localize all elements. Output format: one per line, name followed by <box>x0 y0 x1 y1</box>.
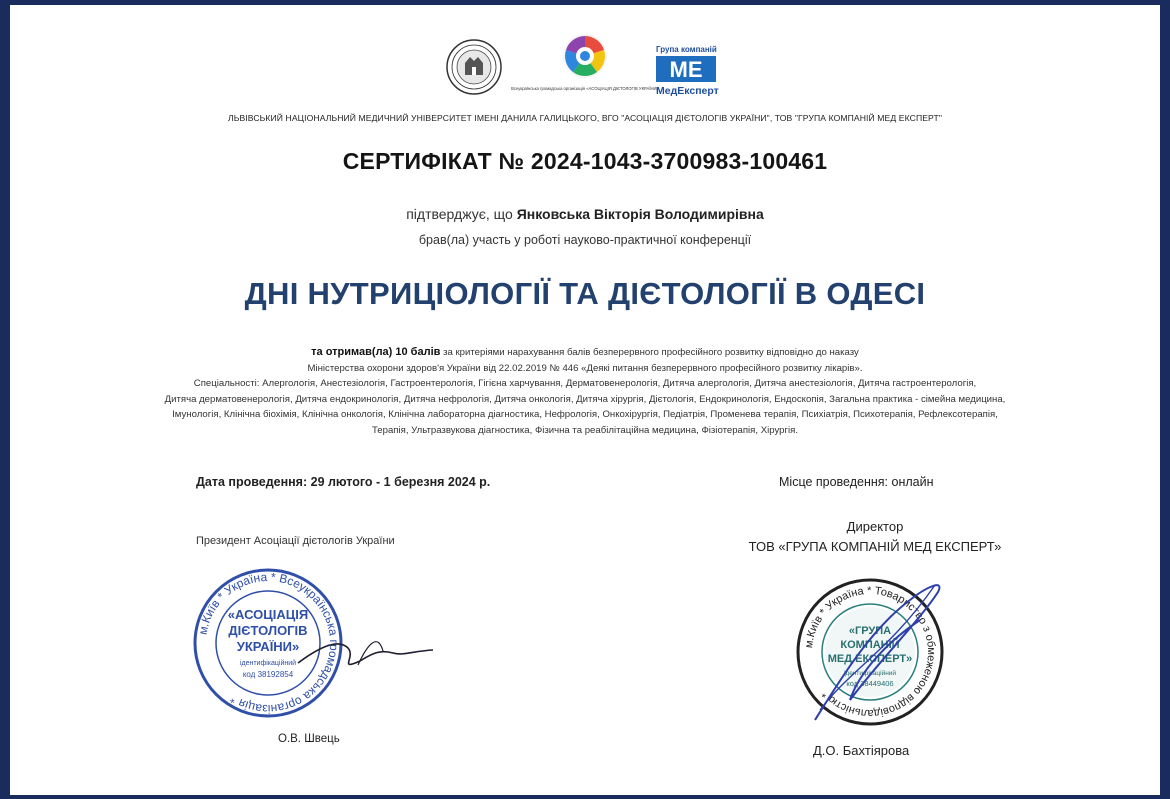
director-stamp-code: код 38449406 <box>846 679 894 688</box>
director-stamp-line2: КОМПАНІЙ <box>840 639 900 651</box>
president-stamp-line3: УКРАЇНИ» <box>236 639 300 654</box>
president-name: О.В. Швець <box>278 733 340 745</box>
certificate-title: СЕРТИФІКАТ № 2024-1043-3700983-100461 <box>342 148 828 174</box>
director-title: Директор <box>846 519 904 534</box>
president-stamp-line2: ДІЄТОЛОГІВ <box>228 623 308 638</box>
participant-name: Янковська Вікторія Володимирівна <box>516 206 764 222</box>
association-logo-icon <box>563 34 607 78</box>
organizers-line: ЛЬВІВСЬКИЙ НАЦІОНАЛЬНИЙ МЕДИЧНИЙ УНІВЕРСИТЕТ ІМЕНІ ДАНИЛА ГАЛИЦЬКОГО, ВГО "АСОЦІАЦІЯ ДІЄТОЛОГІВ УКРАЇНИ", ТОВ "ГРУПА КОМПАНІЙ МЕД ЕКСПЕРТ" <box>227 113 942 123</box>
director-name: Д.О. Бахтіярова <box>813 743 910 758</box>
association-stamp-icon <box>195 570 341 716</box>
medexpert-mark: МЕ <box>669 57 703 82</box>
points-block <box>60 345 1110 438</box>
medexpert-stamp-icon <box>798 580 942 724</box>
specialties-line-2: Дитяча дерматовенерологія, Дитяча ендокринологія, Дитяча нефрологія, Дитяча онкологія, Дитяча хірургія, Дієтологія, Ендокринологія, Ендоскопія, Загальна практика - сімейна медицина, <box>164 393 1006 405</box>
points-received: та отримав(ла) 10 балів <box>311 346 441 358</box>
president-stamp <box>188 553 448 733</box>
medexpert-logo-icon <box>656 56 716 82</box>
director-stamp-line1: «ГРУПА <box>848 625 892 637</box>
criteria-line-2: Міністерства охорони здоров'я України від 22.02.2019 № 446 «Деякі питання безперервного професійного розвитку лікарів». <box>307 362 863 374</box>
director-stamp <box>760 560 980 740</box>
director-stamp-line3: МЕД ЕКСПЕРТ» <box>827 653 913 665</box>
specialties-line-4: Терапія, Ультразвукова діагностика, Фізична та реабілітаційна медицина, Фізіотерапія, Хірургія. <box>371 424 798 436</box>
president-stamp-line1: «АСОЦІАЦІЯ <box>227 607 309 622</box>
president-stamp-ring: м.Київ * Україна * Всеукраїнська громадська організація * <box>195 569 342 717</box>
medexpert-group-label: Група компаній <box>656 45 717 54</box>
event-date: Дата проведення: 29 лютого - 1 березня 2024 р. <box>196 475 491 489</box>
participation-line: брав(ла) участь у роботі науково-практичної конференції <box>418 233 752 247</box>
association-caption: Всеукраїнська громадська організація «АСОЦІАЦІЯ ДІЄТОЛОГІВ УКРАЇНИ» <box>511 86 659 91</box>
specialties-line-1: Спеціальності: Алергологія, Анестезіологія, Гастроентерологія, Гігієна харчування, Дерматовенерологія, Дитяча алергологія, Дитяча анестезіологія, Дитяча гастроентерологія, <box>193 378 977 389</box>
president-stamp-id-label: ідентифікаційний <box>239 660 297 667</box>
president-title: Президент Асоціації дієтологів України <box>196 535 395 547</box>
medexpert-name: МедЕксперт <box>656 85 719 97</box>
event-place: Місце проведення: онлайн <box>779 475 934 489</box>
director-stamp-id-label: ідентифікаційний <box>843 670 897 677</box>
specialties-line-3: Імунологія, Клінічна біохімія, Клінічна онкологія, Клінічна лабораторна діагностика, Нефрологія, Онкохірургія, Педіатрія, Променева терапія, Психіатрія, Психотерапія, Рефлексотерапія, <box>172 409 998 420</box>
director-stamp-ring: м.Київ * Україна * Товариство з обмеженою відповідальністю * <box>803 584 938 720</box>
confirmation-prefix: підтверджує, що <box>406 206 517 222</box>
criteria-line-1: за критеріями нарахування балів безперервного професійного розвитку відповідно до наказу <box>440 347 859 358</box>
director-block <box>700 517 1050 557</box>
university-seal-icon <box>447 40 501 94</box>
director-company: ТОВ «ГРУПА КОМПАНІЙ МЕД ЕКСПЕРТ» <box>748 539 1002 554</box>
header-logos <box>440 28 740 103</box>
conference-title: ДНІ НУТРИЦІОЛОГІЇ ТА ДІЄТОЛОГІЇ В ОДЕСІ <box>244 276 926 311</box>
president-stamp-code: код 38192854 <box>242 670 294 679</box>
confirmation-line <box>0 206 1170 222</box>
